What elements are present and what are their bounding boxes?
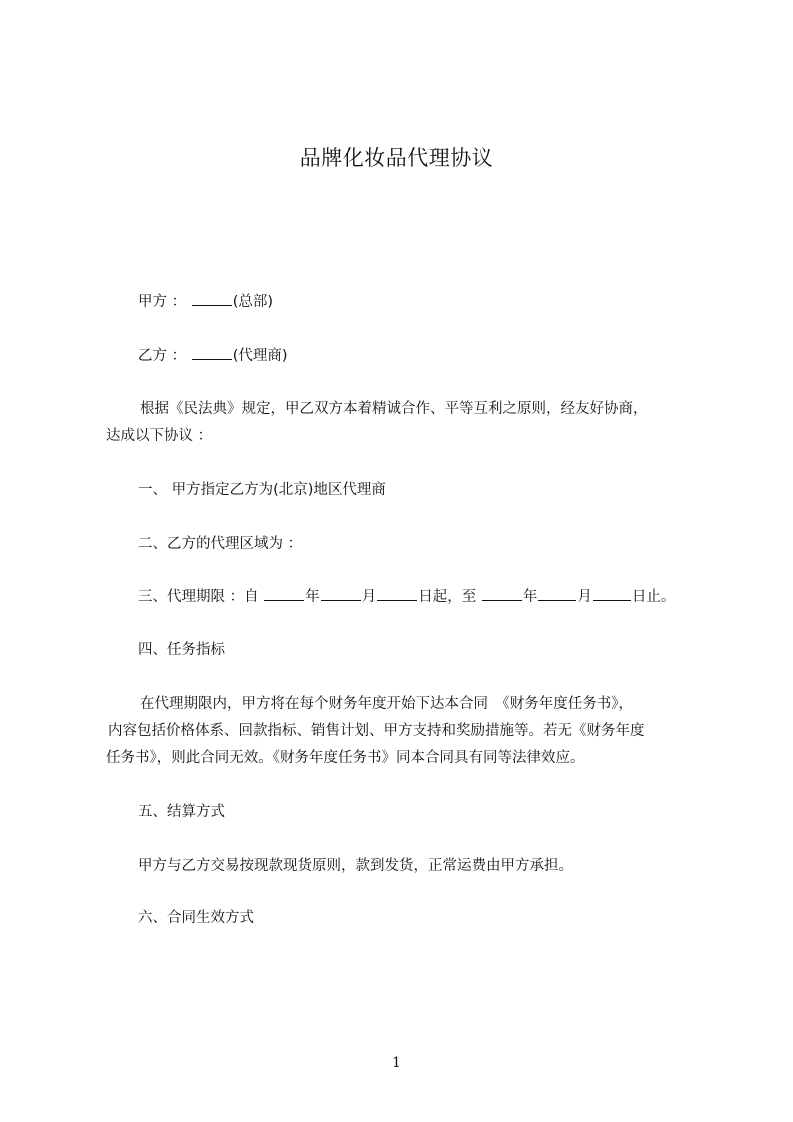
party-b-label: 乙方 ： [138,348,187,364]
clause-3 [138,586,675,607]
party-b-line [138,345,288,366]
start-year-blank [264,586,304,601]
party-a-blank [192,291,232,306]
clause-3-prefix: 三、代理期限 ：自 [138,589,264,605]
clause-5-body: 甲方与乙方交易按现款现货原则，款到发货，正常运费由甲方承担。 [138,858,573,874]
end-year-label: 年 [522,589,538,605]
clause-4-line-2: 内容包括价格体系、回款指标、销售计划、甲方支持和奖励措施等。若无《财务年度 [108,723,645,739]
party-b-blank [192,345,232,360]
clause-4-heading: 四、任务指标 [138,642,225,658]
start-day-blank [377,586,417,601]
start-day-label: 日起，至 [418,589,481,605]
clause-1: 一、 甲方指定乙方为(北京)地区代理商 [138,482,386,498]
document-title: 品牌化妆品代理协议 [299,146,494,170]
start-year-label: 年 [305,589,320,605]
end-year-blank [482,586,522,601]
party-a-suffix: (总部) [232,294,274,310]
start-month-blank [321,586,361,601]
clause-2: 二、乙方的代理区域为 ： [138,536,303,552]
clause-4-line-1: 在代理期限内，甲方将在每个财务年度开始下达本合同 《财务年度任务书》， [140,696,633,712]
preamble-line-2: 达成以下协议 ： [106,428,213,444]
preamble-line-1: 根据《民法典》规定，甲乙双方本着精诚合作、平等互利之原则，经友好协商， [140,401,648,417]
clause-5-heading: 五、结算方式 [138,804,225,820]
clause-6-heading: 六、合同生效方式 [138,910,254,926]
party-a-line [138,291,273,312]
page-number: 1 [392,1055,401,1071]
end-month-label: 月 [577,589,592,605]
clause-4-line-3: 任务书》，则此合同无效。《财务年度任务书》同本合同具有同等法律效应。 [106,750,585,766]
end-month-blank [538,586,576,601]
start-month-label: 月 [361,589,377,605]
end-day-blank [593,586,631,601]
party-b-suffix: (代理商) [232,348,288,364]
end-day-label: 日止。 [631,589,676,605]
party-a-label: 甲方 ： [138,294,187,310]
